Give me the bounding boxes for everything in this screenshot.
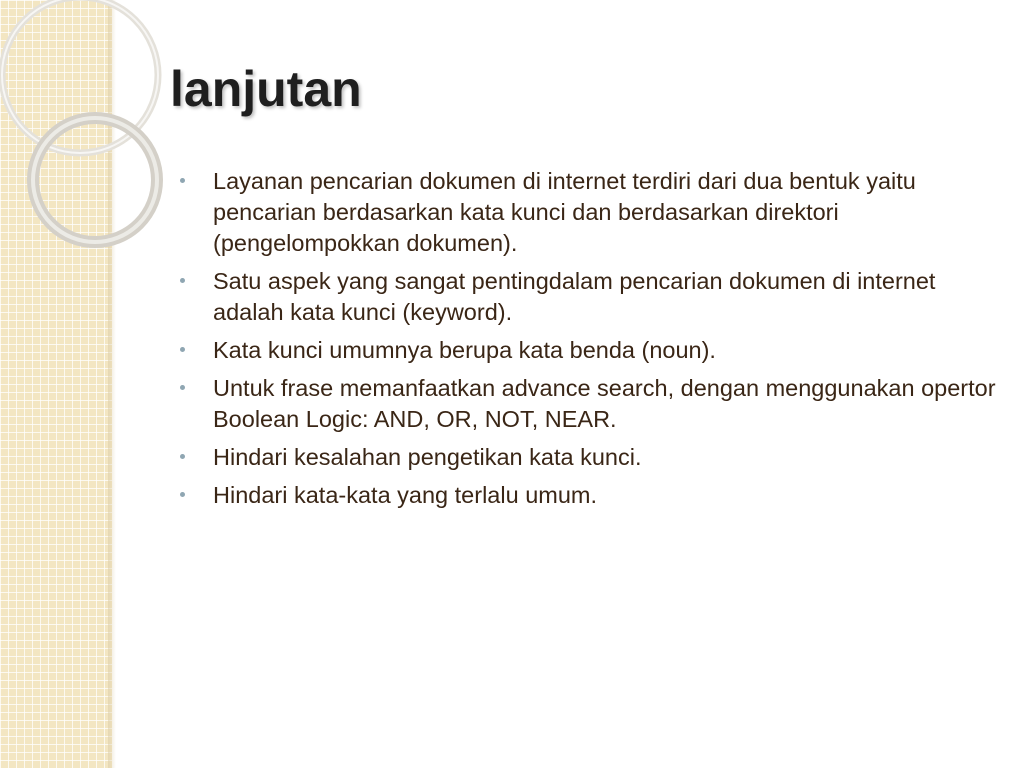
bullet-item xyxy=(178,335,998,366)
bullet-dot-icon xyxy=(180,454,185,459)
bullet-text: Hindari kata-kata yang terlalu umum. xyxy=(213,482,598,508)
bullet-dot-icon xyxy=(180,492,185,497)
bullet-dot-icon xyxy=(180,278,185,283)
bullet-list xyxy=(178,166,998,518)
bullet-item xyxy=(178,373,998,435)
bullet-dot-icon xyxy=(180,347,185,352)
bullet-dot-icon xyxy=(180,385,185,390)
bullet-item xyxy=(178,442,998,473)
decorative-rings xyxy=(0,0,200,300)
bullet-text: Kata kunci umumnya berupa kata benda (noun). xyxy=(213,337,716,363)
bullet-text: Hindari kesalahan pengetikan kata kunci. xyxy=(213,444,642,470)
bullet-item xyxy=(178,166,998,259)
bullet-item xyxy=(178,266,998,328)
lower-ring-highlight xyxy=(33,118,157,242)
bullet-text: Satu aspek yang sangat pentingdalam pencarian dokumen di internet adalah kata kunci (keyword). xyxy=(213,268,936,325)
bullet-text: Layanan pencarian dokumen di internet terdiri dari dua bentuk yaitu pencarian berdasarkan kata kunci dan berdasarkan direktori (pengelompokkan dokumen). xyxy=(213,168,916,256)
bullet-text: Untuk frase memanfaatkan advance search, dengan menggunakan opertor Boolean Logic: AND, OR, NOT, NEAR. xyxy=(213,375,996,432)
bullet-dot-icon xyxy=(180,178,185,183)
bullet-item xyxy=(178,480,998,511)
slide-title: lanjutan xyxy=(170,61,362,117)
